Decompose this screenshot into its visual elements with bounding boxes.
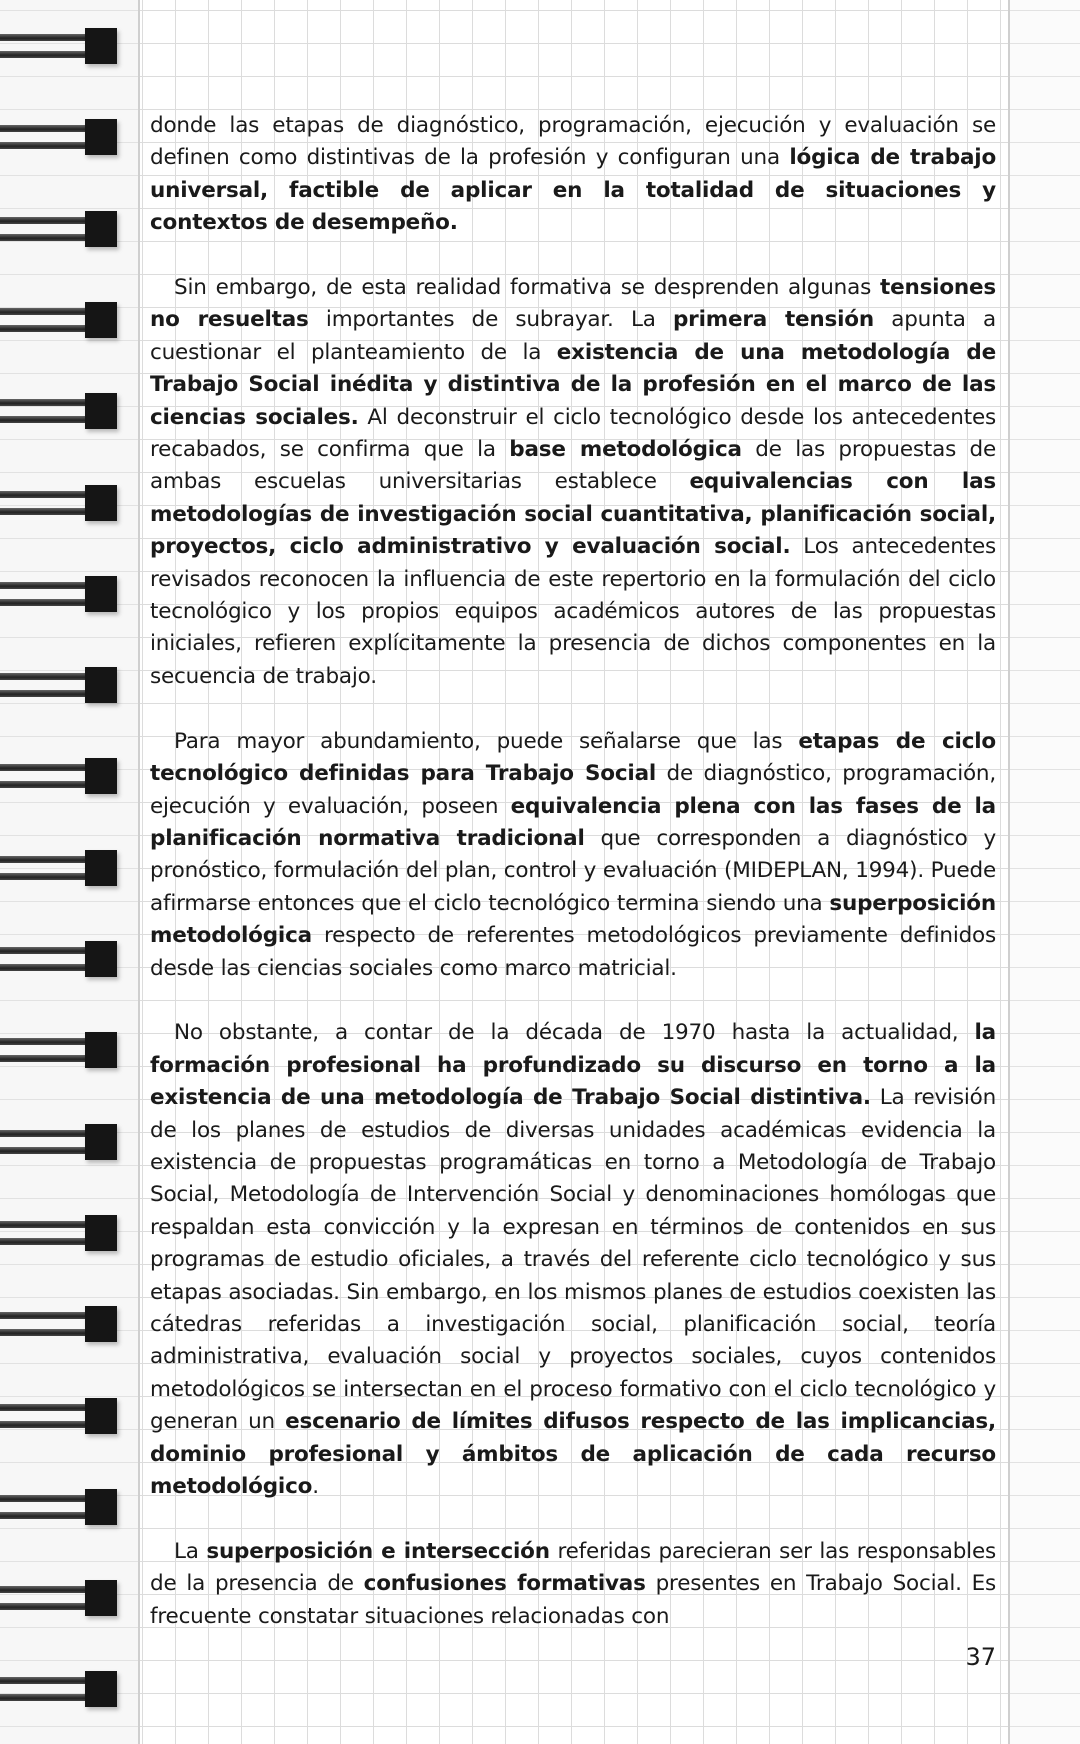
- page-number: 37: [965, 1643, 996, 1671]
- text: presentes en Trabajo Social. Es frecuente constatar situaciones relacionadas con: [150, 1571, 997, 1629]
- spiral-ring-icon: [0, 119, 118, 155]
- bold-text: base metodológica: [509, 437, 742, 463]
- bold-text: primera tensión: [672, 307, 874, 333]
- paragraph: [150, 110, 996, 240]
- spiral-ring-icon: [0, 1398, 118, 1434]
- text: apunta a cuestionar el planteamiento de la: [150, 307, 996, 365]
- text: referidas parecieran ser las responsables de la presencia de: [150, 1538, 996, 1597]
- text: La: [174, 1538, 207, 1564]
- bold-text: superposición metodológica: [150, 890, 996, 949]
- spiral-ring-icon: [0, 393, 118, 429]
- text: de diagnóstico, programación, ejecución y evaluación, poseen: [150, 761, 996, 819]
- bold-text: escenario de límites difusos respecto de las implicancias, dominio profesional y ámbitos de aplicación de cada recurso metodológico: [150, 1409, 996, 1500]
- text: respecto de referentes metodológicos previamente definidos desde las ciencias sociales como marco matricial.: [150, 923, 996, 981]
- spiral-ring-icon: [0, 1489, 118, 1525]
- bold-text: la formación profesional ha profundizado su discurso en torno a la existencia de una metodología de Trabajo Social distintiva.: [150, 1020, 996, 1111]
- paragraph: [150, 726, 996, 985]
- paragraph: [150, 1536, 996, 1633]
- spiral-ring-icon: [0, 941, 118, 977]
- bold-text: equivalencias con las metodologías de investigación social cuantitativa, planificación social, proyectos, ciclo administrativo y evaluación social.: [150, 469, 996, 560]
- page-body: [150, 110, 996, 1665]
- text: .: [312, 1474, 319, 1500]
- spiral-ring-icon: [0, 850, 118, 886]
- text: importantes de subrayar. La: [308, 307, 673, 333]
- spiral-ring-icon: [0, 302, 118, 338]
- bold-text: existencia de una metodología de Trabajo Social inédita y distintiva de la profesión en el marco de las ciencias sociales.: [150, 339, 996, 430]
- bold-text: superposición e intersección: [206, 1538, 550, 1564]
- bold-text: tensiones no resueltas: [150, 275, 996, 333]
- text: Para mayor abundamiento, puede señalarse que las: [174, 728, 799, 754]
- spiral-ring-icon: [0, 1215, 118, 1251]
- text: de las propuestas de ambas escuelas universitarias establece: [150, 437, 996, 495]
- text: donde las etapas de diagnóstico, programación, ejecución y evaluación se definen como distintivas de la profesión y configuran una: [150, 113, 996, 171]
- bold-text: confusiones formativas: [363, 1571, 646, 1597]
- spiral-ring-icon: [0, 1124, 118, 1160]
- text: Los antecedentes revisados reconocen la influencia de este repertorio en la formulación del ciclo tecnológico y los propios equipos académicos autores de las propuestas iniciales, refieren explícitamente la presencia de dichos componentes en la secuencia de trabajo.: [150, 534, 996, 689]
- paragraph: [150, 1017, 996, 1503]
- text: Sin embargo, de esta realidad formativa se desprenden algunas: [174, 275, 880, 301]
- spiral-ring-icon: [0, 576, 118, 612]
- text: que corresponden a diagnóstico y pronóstico, formulación del plan, control y evaluación (MIDEPLAN, 1994). Puede afirmarse entonces que el ciclo tecnológico termina siendo una: [150, 825, 997, 916]
- spiral-ring-icon: [0, 28, 118, 64]
- notebook-binding-margin: [0, 0, 140, 1744]
- spiral-ring-icon: [0, 1671, 118, 1707]
- spiral-ring-icon: [0, 1580, 118, 1616]
- bold-text: equivalencia plena con las fases de la planificación normativa tradicional: [150, 793, 996, 851]
- text: No obstante, a contar de la década de 1970 hasta la actualidad,: [174, 1020, 975, 1046]
- bold-text: lógica de trabajo universal, factible de aplicar en la totalidad de situaciones y contextos de desempeño.: [150, 145, 997, 236]
- spiral-ring-icon: [0, 667, 118, 703]
- spiral-ring-icon: [0, 211, 118, 247]
- spiral-ring-icon: [0, 1032, 118, 1068]
- spiral-ring-icon: [0, 758, 118, 794]
- text: Al deconstruir el ciclo tecnológico desde los antecedentes recabados, se confirma que la: [150, 404, 996, 463]
- spiral-ring-icon: [0, 485, 118, 521]
- right-margin: [1008, 0, 1080, 1744]
- text: La revisión de los planes de estudios de diversas unidades académicas evidencia la existencia de propuestas programáticas en torno a Metodología de Trabajo Social, Metodología de Intervención Social y denominaciones homólogas que respaldan esta convicción y la expresan en términos de contenidos en sus programas de estudio oficiales, a través del referente ciclo tecnológico y sus etapas asociadas. Sin embargo, en los mismos planes de estudios coexisten las cátedras referidas a investigación social, planificación social, teoría administrativa, evaluación social y proyectos sociales, cuyos contenidos metodológicos se intersectan en el proceso formativo con el ciclo tecnológico y generan un: [150, 1085, 996, 1435]
- spiral-ring-icon: [0, 1306, 118, 1342]
- paragraph: [150, 272, 996, 693]
- bold-text: etapas de ciclo tecnológico definidas para Trabajo Social: [150, 728, 996, 787]
